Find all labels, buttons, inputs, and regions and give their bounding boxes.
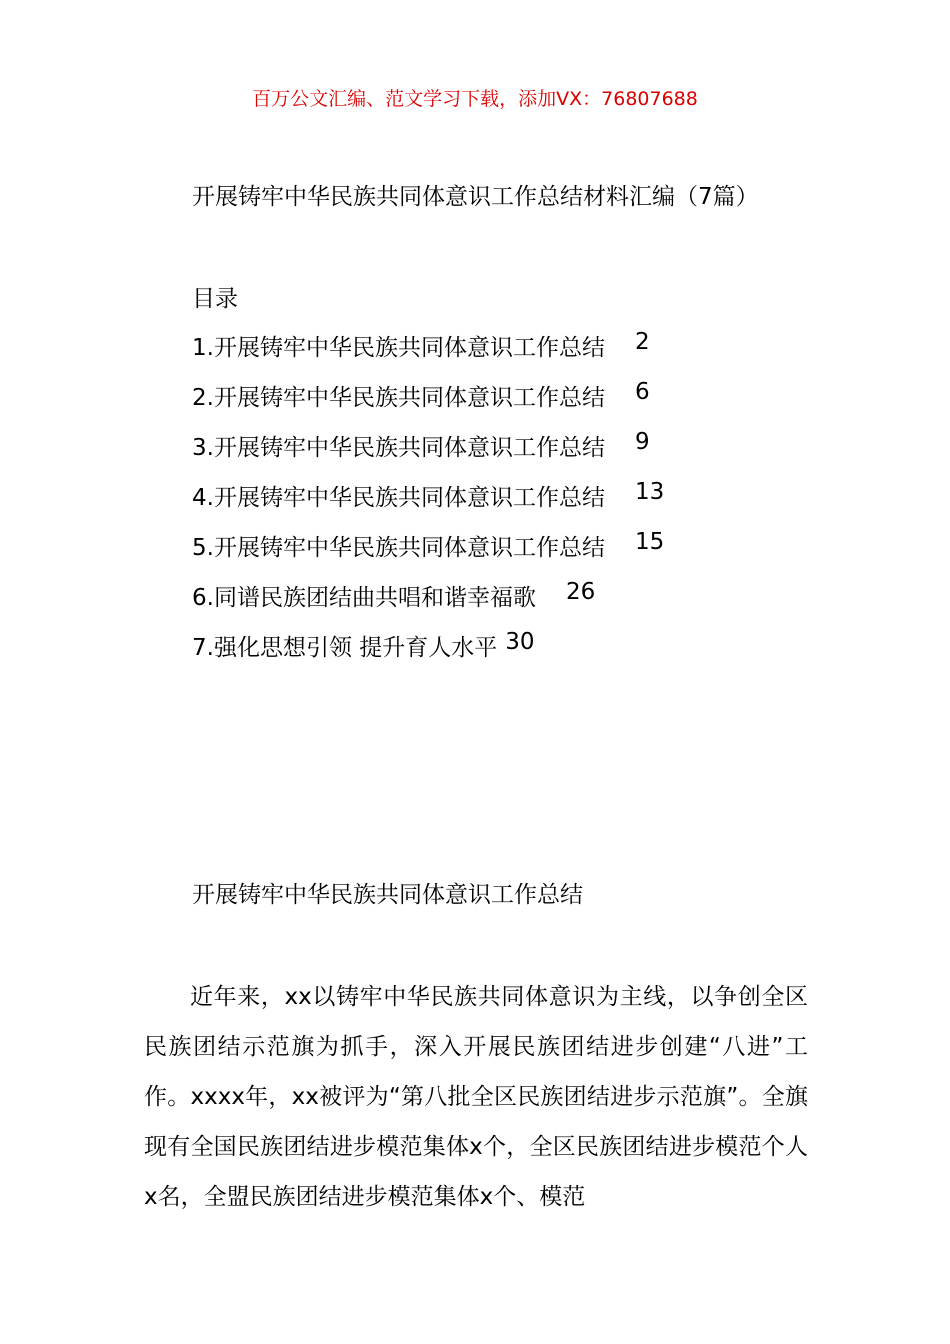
header-note: 百万公文汇编、范文学习下载，添加VX：76807688 xyxy=(252,88,698,110)
toc-item xyxy=(192,329,664,379)
table-of-contents xyxy=(192,329,664,679)
toc-item-title: 4.开展铸牢中华民族共同体意识工作总结 xyxy=(192,485,605,511)
toc-item-page: 2 xyxy=(634,329,650,355)
toc-item-page: 9 xyxy=(634,429,650,455)
toc-item-title: 6.同谱民族团结曲共唱和谐幸福歌 xyxy=(192,585,536,611)
toc-item-page: 26 xyxy=(565,579,596,605)
toc-item-title: 1.开展铸牢中华民族共同体意识工作总结 xyxy=(192,335,605,361)
toc-item-title: 7.强化思想引领 提升育人水平 xyxy=(192,635,498,661)
toc-item-page: 6 xyxy=(634,379,650,405)
toc-item xyxy=(192,379,664,429)
toc-item xyxy=(192,579,664,629)
toc-heading: 目录 xyxy=(192,286,238,312)
document-title: 开展铸牢中华民族共同体意识工作总结材料汇编（7篇） xyxy=(192,184,759,210)
toc-item xyxy=(192,429,664,479)
section-title: 开展铸牢中华民族共同体意识工作总结 xyxy=(192,882,583,908)
toc-item-page: 15 xyxy=(634,529,665,555)
toc-item-page: 13 xyxy=(634,479,665,505)
toc-item xyxy=(192,529,664,579)
toc-item xyxy=(192,629,664,679)
toc-item-title: 5.开展铸牢中华民族共同体意识工作总结 xyxy=(192,535,605,561)
toc-item-page: 30 xyxy=(505,629,535,655)
toc-item-title: 2.开展铸牢中华民族共同体意识工作总结 xyxy=(192,385,605,411)
toc-item xyxy=(192,479,664,529)
toc-item-title: 3.开展铸牢中华民族共同体意识工作总结 xyxy=(192,435,605,461)
body-paragraph: 近年来，xx以铸牢中华民族共同体意识为主线，以争创全区民族团结示范旗为抓手，深入开展民族团结进步创建“八进”工作。xxxx年，xx被评为“第八批全区民族团结进步示范旗”。全旗现有全国民族团结进步模范集体x个，全区民族团结进步模范个人x名，全盟民族团结进步模范集体x个、模范 xyxy=(144,984,808,1210)
